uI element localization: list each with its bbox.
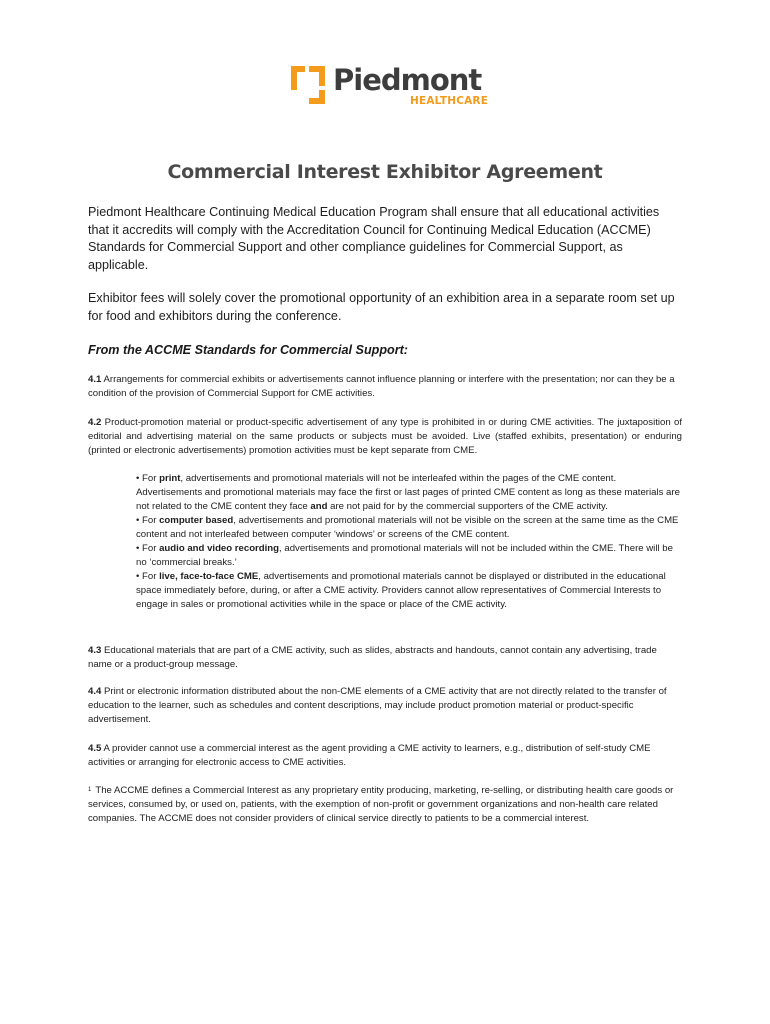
bullet-prefix: • For [136,473,160,484]
standard-text: Educational materials that are part of a CME activity, such as slides, abstracts and handouts, cannot contain any advertising, trade name or a product-group message. [88,645,657,670]
standard-number: 4.1 [88,374,102,385]
footnote-text: The ACCME defines a Commercial Interest as any proprietary entity producing, marketing, re-selling, or distributing health care goods or services, consumed by, or used on, patients, with the exemption of non-profit or government organizations and non-health care related companies. The ACCME does not consider providers of clinical service directly to patients to be a commercial interest. [88,785,674,824]
standard-4-3 [88,644,682,672]
logo-subtitle: HEALTHCARE [410,95,489,107]
bullet-prefix: • For [136,571,160,582]
standard-4-1 [88,373,682,401]
piedmont-logo [289,62,489,112]
bullet-bold-2: and [310,501,328,512]
standard-4-4 [88,685,682,727]
bullet-audio-video [136,542,684,570]
footnote [88,784,682,826]
bullet-text: , advertisements and promotional materials cannot be displayed or distributed in the educational space immediately before, during, or after a CME activity. Providers cannot allow representatives of Commercial Interests to engage in sales or promotional activities while in the space or place of the CME activity. [136,571,666,610]
piedmont-logo-icon [289,62,329,106]
promotion-bullet-list [136,472,684,612]
standard-number: 4.2 [88,417,102,428]
bullet-live-cme [136,570,684,612]
logo-wordmark: Piedmont [333,63,482,97]
bullet-bold: audio and video recording [159,543,280,554]
standard-text: Product-promotion material or product-specific advertisement of any type is prohibited in or during CME activities. The juxtaposition of editorial and advertising material on the same products or subjects must be avoided. Live (staffed exhibits, presentation) or enduring (printed or electronic advertisements) promotion activities must be kept separate from CME. [88,417,682,456]
section-heading: From the ACCME Standards for Commercial Support: [88,343,409,357]
standard-4-5 [88,742,682,770]
standard-text: A provider cannot use a commercial interest as the agent providing a CME activity to learners, e.g., distribution of self-study CME activities or arranging for electronic access to CME activities. [88,743,651,768]
bullet-prefix: • For [136,515,160,526]
document-title: Commercial Interest Exhibitor Agreement [167,161,603,183]
bullet-text: , advertisements and promotional materials will not be interleafed within the pages of the CME content. Advertisements and promotional materials may face the first or last pages of printed CME content as long as these materials are not related to the CME content they face [136,473,680,512]
standard-number: 4.5 [88,743,102,754]
bullet-text-2: are not paid for by the commercial supporters of the CME activity. [327,501,608,512]
bullet-bold: live, face-to-face CME [159,571,259,582]
standard-number: 4.4 [88,686,102,697]
standard-text: Print or electronic information distributed about the non-CME elements of a CME activity that are not directly related to the transfer of education to the learner, such as schedules and content descriptions, may include product promotion material or product-specific advertisement. [88,686,667,725]
intro-paragraph-1: Piedmont Healthcare Continuing Medical Education Program shall ensure that all educational activities that it accredits will comply with the Accreditation Council for Continuing Medical Education (ACCME) Standards for Commercial Support and other compliance guidelines for Commercial Support, as applicable. [88,205,660,272]
bullet-print [136,472,684,514]
standard-text: Arrangements for commercial exhibits or advertisements cannot influence planning or interfere with the presentation; nor can they be a condition of the provision of Commercial Support for CME activities. [88,374,675,399]
bullet-prefix: • For [136,543,160,554]
bullet-text: , advertisements and promotional materials will not be included within the CME. There will be no ‘commercial breaks.’ [136,543,673,568]
bullet-computer-based [136,514,684,542]
intro-paragraph-2: Exhibitor fees will solely cover the promotional opportunity of an exhibition area in a separate room set up for food and exhibitors during the conference. [88,291,675,323]
standard-number: 4.3 [88,645,102,656]
bullet-bold: print [159,473,181,484]
standard-4-2 [88,416,682,458]
bullet-bold: computer based [159,515,234,526]
footnote-mark: 1 [88,787,92,793]
bullet-text: , advertisements and promotional materials will not be visible on the screen at the same time as the CME content and not interleafed between computer ‘windows’ or screens of the CME content. [136,515,679,540]
